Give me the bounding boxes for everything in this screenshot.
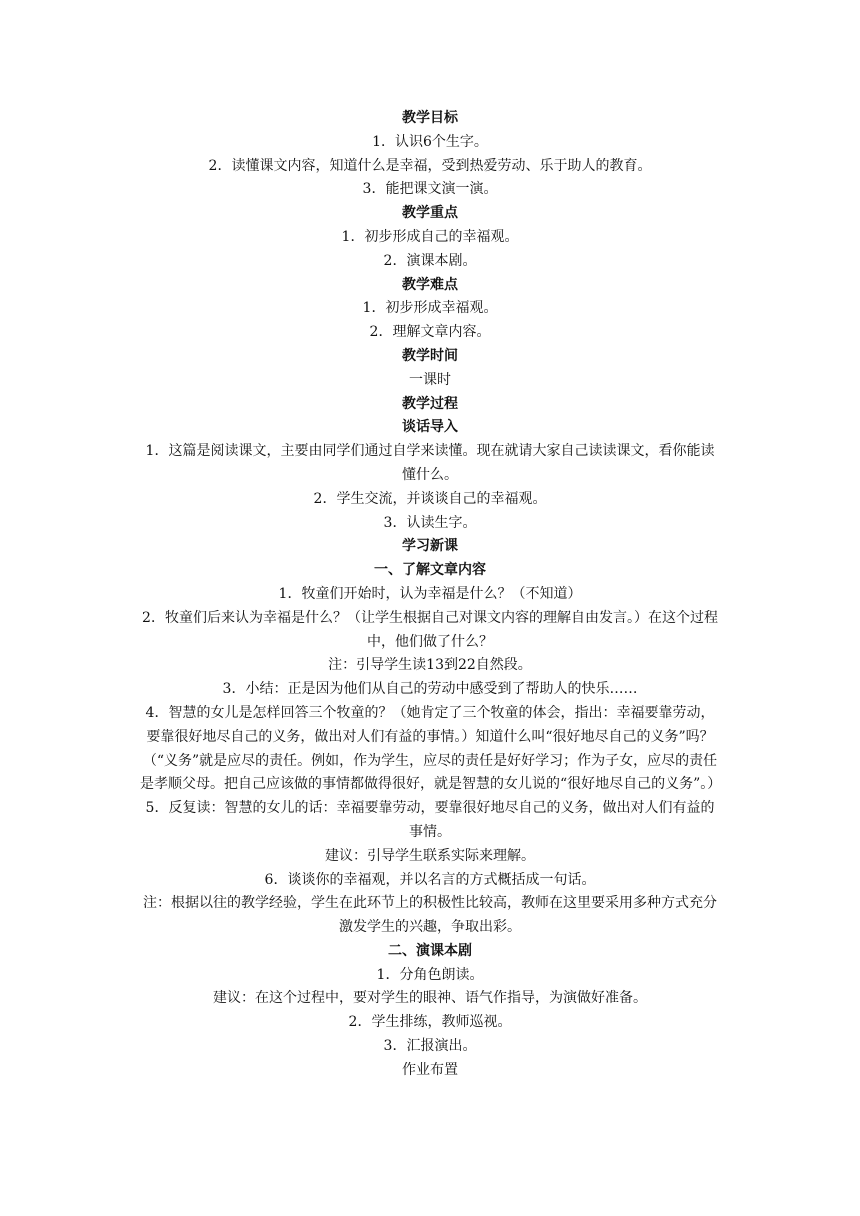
goal-heading: 教学目标 [402, 110, 458, 126]
part-two-heading: 二、演课本剧 [388, 942, 472, 959]
part-two-item-2: 2．学生排练，教师巡视。 [348, 1014, 512, 1031]
intro-heading: 谈话导入 [402, 419, 458, 436]
goal-item-3: 3．能把课文演一演。 [362, 181, 498, 198]
key-item-1: 1．初步形成自己的幸福观。 [341, 228, 519, 245]
intro-item-1: 1．这篇是阅读课文，主要由同学们通过自学来读懂。现在就请大家自己读读课文，看你能读懂什么。 [145, 443, 715, 483]
part-one-item-3: 3．小结：正是因为他们从自己的劳动中感受到了帮助人的快乐…… [222, 681, 638, 698]
process-heading: 教学过程 [402, 395, 458, 412]
part-one-note: 注：引导学生读13到22自然段。 [328, 657, 532, 674]
difficulty-item-1: 1．初步形成幸福观。 [362, 300, 498, 317]
part-one-item-5: 5．反复读：智慧的女儿的话：幸福要靠劳动，要靠很好地尽自己的义务，做出对人们有益的事情。 [145, 800, 715, 840]
part-one-item-6: 6．谈谈你的幸福观，并以名言的方式概括成一句话。 [264, 871, 596, 888]
intro-item-3: 3．认读生字。 [383, 514, 477, 531]
key-heading: 教学重点 [402, 205, 458, 222]
document-body [140, 107, 720, 1083]
part-one-note-2: 注：根据以往的教学经验，学生在此环节上的积极性比较高，教师在这里要采用多种方式充分激发学生的兴趣，争取出彩。 [143, 895, 717, 936]
difficulty-heading: 教学难点 [402, 276, 458, 293]
part-two-item-3: 3．汇报演出。 [383, 1038, 477, 1055]
part-two-item-1: 1．分角色朗读。 [376, 966, 484, 983]
key-item-2: 2．演课本剧。 [383, 252, 477, 269]
part-one-item-1: 1．牧童们开始时，认为幸福是什么？（不知道） [278, 585, 582, 602]
part-one-suggestion: 建议：引导学生联系实际来理解。 [325, 847, 535, 864]
difficulty-item-2: 2．理解文章内容。 [369, 324, 491, 341]
time-value: 一课时 [409, 371, 451, 388]
goal-item-1: 1．认识6个生字。 [372, 133, 488, 150]
homework-heading: 作业布置 [402, 1061, 458, 1078]
part-one-item-4: 4．智慧的女儿是怎样回答三个牧童的？（她肯定了三个牧童的体会，指出：幸福要靠劳动，要靠很好地尽自己的义务，做出对人们有益的事情。）知道什么叫“很好地尽自己的义务”吗？（“义务”就是应尽的责任。例如，作为学生，应尽的责任是好好学习；作为子女，应尽的责任是孝顺父母。把自己应该做的事情都做得很好，就是智慧的女儿说的“很好地尽自己的义务”。） [140, 704, 722, 793]
new-lesson-heading: 学习新课 [402, 538, 458, 555]
part-one-item-2: 2．牧童们后来认为幸福是什么？（让学生根据自己对课文内容的理解自由发言。）在这个过程中，他们做了什么？ [142, 609, 718, 650]
time-heading: 教学时间 [402, 347, 458, 364]
goal-item-2: 2．读懂课文内容，知道什么是幸福，受到热爱劳动、乐于助人的教育。 [208, 157, 652, 174]
part-two-suggestion: 建议：在这个过程中，要对学生的眼神、语气作指导，为演做好准备。 [213, 990, 647, 1007]
intro-item-2: 2．学生交流，并谈谈自己的幸福观。 [313, 490, 547, 507]
part-one-heading: 一、了解文章内容 [374, 562, 486, 579]
